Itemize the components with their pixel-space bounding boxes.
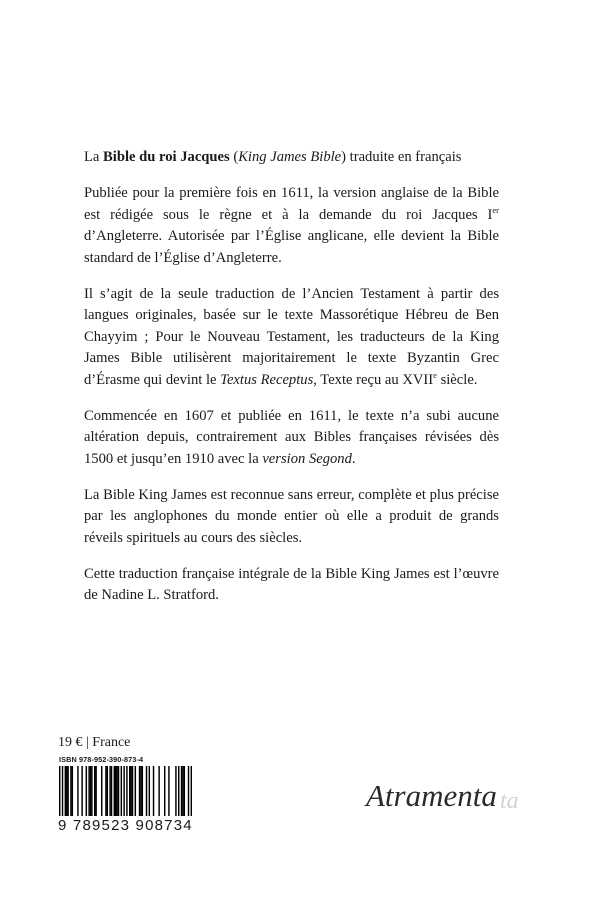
- p2-superscript: e: [433, 369, 437, 380]
- paragraph-translation: [84, 284, 499, 392]
- barcode-bar: [77, 766, 78, 816]
- barcode-bar: [94, 766, 95, 816]
- p4-text: La Bible King James est reconnue sans erreur, complète et plus précise par les anglophones du monde entier où elle a produit de grands réveils spirituels au cours des siècles.: [84, 486, 499, 546]
- paragraph-translator: [84, 564, 499, 607]
- barcode-bar: [181, 766, 182, 816]
- barcode-bar: [188, 766, 189, 816]
- book-title-bold: Bible du roi Jacques: [103, 149, 230, 165]
- intro-pre: La: [84, 149, 104, 165]
- barcode-bar: [175, 766, 176, 816]
- barcode-bar: [109, 766, 110, 816]
- barcode-bar: [115, 766, 116, 816]
- barcode-bar: [178, 766, 179, 816]
- barcode-bar: [149, 766, 150, 816]
- price-label: 19 € | France: [58, 735, 131, 750]
- barcode-bar: [153, 766, 154, 816]
- barcode-number: 9 789523 908734: [58, 817, 193, 834]
- barcode-bar: [116, 766, 117, 816]
- barcode-graphic: [59, 766, 192, 816]
- p1-text2: d’Angleterre. Autorisée par l’Église anglicane, elle devient la Bible standard de l’Église d’Angleterre.: [84, 228, 499, 266]
- barcode-bar: [182, 766, 183, 816]
- barcode-bar: [132, 766, 133, 816]
- barcode-bar: [146, 766, 147, 816]
- p1-superscript: er: [492, 204, 499, 215]
- p5-text: Cette traduction française intégrale de la Bible King James est l’œuvre de Nadine L. Stratford.: [84, 565, 499, 603]
- barcode-bar: [95, 766, 96, 816]
- barcode-bar: [111, 766, 112, 816]
- barcode-bar: [184, 766, 185, 816]
- barcode-bar: [140, 766, 141, 816]
- barcode-bar: [139, 766, 140, 816]
- barcode-bar: [191, 766, 192, 816]
- p2-text3: siècle.: [436, 371, 478, 388]
- barcode-bar: [67, 766, 68, 816]
- barcode-bar: [90, 766, 91, 816]
- barcode-bar: [142, 766, 143, 816]
- barcode-bar: [86, 766, 87, 816]
- barcode-bar: [118, 766, 119, 816]
- barcode-bar: [135, 766, 136, 816]
- intro-line: [84, 147, 499, 169]
- p2-text2: , Texte reçu au XVII: [313, 371, 434, 388]
- barcode: [59, 766, 192, 816]
- paragraph-history: [84, 183, 499, 269]
- barcode-bar: [81, 766, 82, 816]
- p1-text: Publiée pour la première fois en 1611, la version anglaise de la Bible est rédigée sous le règne et à la demande du roi Jacques I: [84, 185, 499, 223]
- barcode-bar: [59, 766, 60, 816]
- barcode-bar: [130, 766, 131, 816]
- barcode-bar: [126, 766, 127, 816]
- publisher-logo: Atramenta: [366, 778, 497, 813]
- back-cover-text: [84, 147, 499, 621]
- barcode-bar: [65, 766, 66, 816]
- publisher-logo-shadow: ta: [500, 788, 519, 814]
- p3-italic: version Segond: [262, 450, 352, 467]
- isbn-label: ISBN 978-952-390-873-4: [59, 755, 144, 764]
- intro-paren: (: [229, 149, 239, 165]
- barcode-bar: [158, 766, 159, 816]
- barcode-bar: [114, 766, 115, 816]
- p3-text: Commencée en 1607 et publiée en 1611, le texte n’a subi aucune altération depuis, contrairement aux Bibles françaises révisées dès 1500 et jusqu’en 1910 avec la: [84, 407, 499, 467]
- paragraph-reputation: [84, 485, 499, 550]
- barcode-bar: [70, 766, 71, 816]
- barcode-bar: [66, 766, 67, 816]
- barcode-bar: [101, 766, 102, 816]
- barcode-bar: [121, 766, 122, 816]
- book-title-english: King James Bible: [238, 149, 342, 165]
- barcode-bar: [62, 766, 63, 816]
- p2-text: Il s’agit de la seule traduction de l’Ancien Testament à partir des langues originales, basée sur le texte Massorétique Hébreu de Ben Chayyim ; Pour le Nouveau Testament, les traducteurs de la King James Bible utilisèrent majoritairement le texte Byzantin Grec d’Érasme qui devint le: [84, 285, 499, 388]
- barcode-bar: [105, 766, 106, 816]
- barcode-bar: [129, 766, 130, 816]
- p3-text2: .: [351, 450, 356, 467]
- intro-post: ) traduite en français: [341, 149, 462, 165]
- paragraph-revision: [84, 406, 499, 471]
- barcode-bar: [164, 766, 165, 816]
- barcode-bar: [168, 766, 169, 816]
- barcode-bar: [107, 766, 108, 816]
- p2-italic: Textus Receptus: [220, 371, 314, 388]
- barcode-bar: [72, 766, 73, 816]
- barcode-bar: [123, 766, 124, 816]
- barcode-bar: [91, 766, 92, 816]
- barcode-bar: [88, 766, 89, 816]
